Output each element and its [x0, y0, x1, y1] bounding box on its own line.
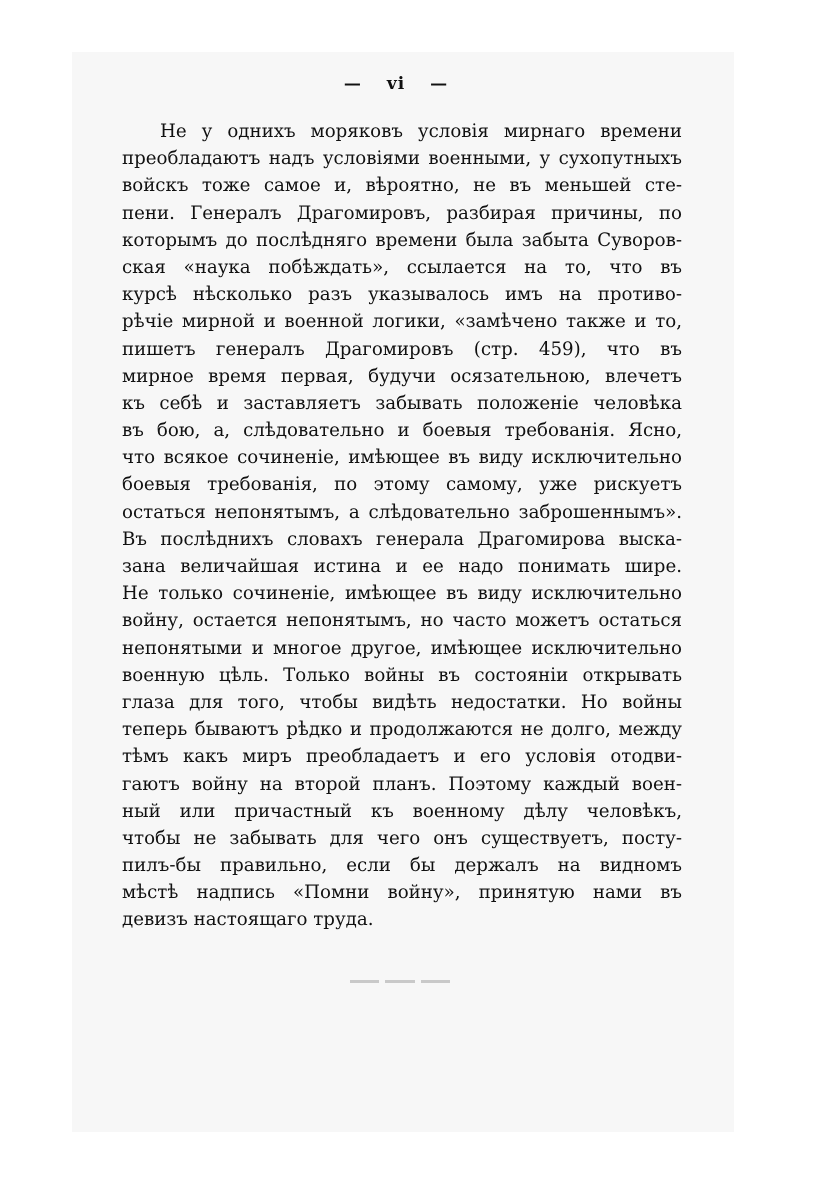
text-line: къ себѣ и заставляетъ забывать положеніе человѣка [122, 392, 682, 414]
text-line: боевыя требованія, по этому самому, уже рискуетъ [122, 474, 682, 496]
end-ornament [350, 980, 450, 986]
text-line: что всякое сочиненіе, имѣющее въ виду исключительно [122, 447, 682, 469]
text-line: непонятыми и многое другое, имѣющее исключительно [122, 637, 682, 659]
text-line: глаза для того, чтобы видѣть недостатки. Но войны [122, 691, 682, 713]
body-paragraph [122, 118, 682, 934]
ornament-stroke [421, 980, 450, 983]
text-line: мѣстѣ надпись «Помни войну», принятую нами въ [122, 882, 682, 904]
text-line: Не у однихъ моряковъ условія мирнаго времени [160, 121, 682, 142]
text-line: рѣчіе мирной и военной логики, «замѣчено также и то, [122, 311, 682, 333]
text-line: въ бою, а, слѣдовательно и боевыя требованія. Ясно, [122, 420, 682, 442]
text-line: ская «наука побѣждать», ссылается на то, что въ [122, 256, 682, 278]
text-line: военную цѣль. Только войны въ состояніи открывать [122, 664, 682, 686]
text-line: зана величайшая истина и ее надо понимать шире. [122, 556, 682, 577]
text-line: войну, остается непонятымъ, но часто можетъ остаться [122, 610, 682, 632]
header-dash-left: — [343, 74, 362, 94]
text-line: остаться непонятымъ, а слѣдовательно заброшеннымъ». [122, 501, 682, 523]
text-line: пилъ-бы правильно, если бы держалъ на видномъ [122, 855, 682, 877]
text-line: курсѣ нѣсколько разъ указывалось имъ на противо- [122, 284, 682, 306]
text-line: мирное время первая, будучи осязательною, влечетъ [122, 365, 682, 387]
text-line: Не только сочиненіе, имѣющее въ виду исключительно [122, 583, 682, 605]
text-line: преобладаютъ надъ условіями военными, у сухопутныхъ [122, 148, 682, 170]
text-line: пишетъ генералъ Драгомировъ (стр. 459), что въ [122, 338, 682, 360]
page-header [0, 74, 792, 94]
text-line: которымъ до послѣдняго времени была забыта Суворов- [122, 229, 682, 251]
header-dash-right: — [430, 74, 449, 94]
text-line: чтобы не забывать для чего онъ существуетъ, посту- [122, 827, 682, 849]
text-line: теперь бываютъ рѣдко и продолжаются не долго, между [122, 719, 682, 741]
ornament-stroke [350, 980, 379, 983]
text-line-last: девизъ настоящаго труда. [122, 909, 374, 931]
text-line: гаютъ войну на второй планъ. Поэтому каждый воен- [122, 773, 682, 795]
text-line: Въ послѣднихъ словахъ генерала Драгомирова выска- [122, 528, 682, 550]
text-line: тѣмъ какъ миръ преобладаетъ и его условія отодви- [122, 746, 682, 768]
page-number: vi [386, 74, 406, 94]
ornament-stroke [385, 980, 414, 983]
text-line: войскъ тоже самое и, вѣроятно, не въ меньшей сте- [122, 175, 682, 197]
text-line: пени. Генералъ Драгомировъ, разбирая причины, по [122, 202, 682, 224]
text-line: ный или причастный къ военному дѣлу человѣкъ, [122, 800, 682, 822]
